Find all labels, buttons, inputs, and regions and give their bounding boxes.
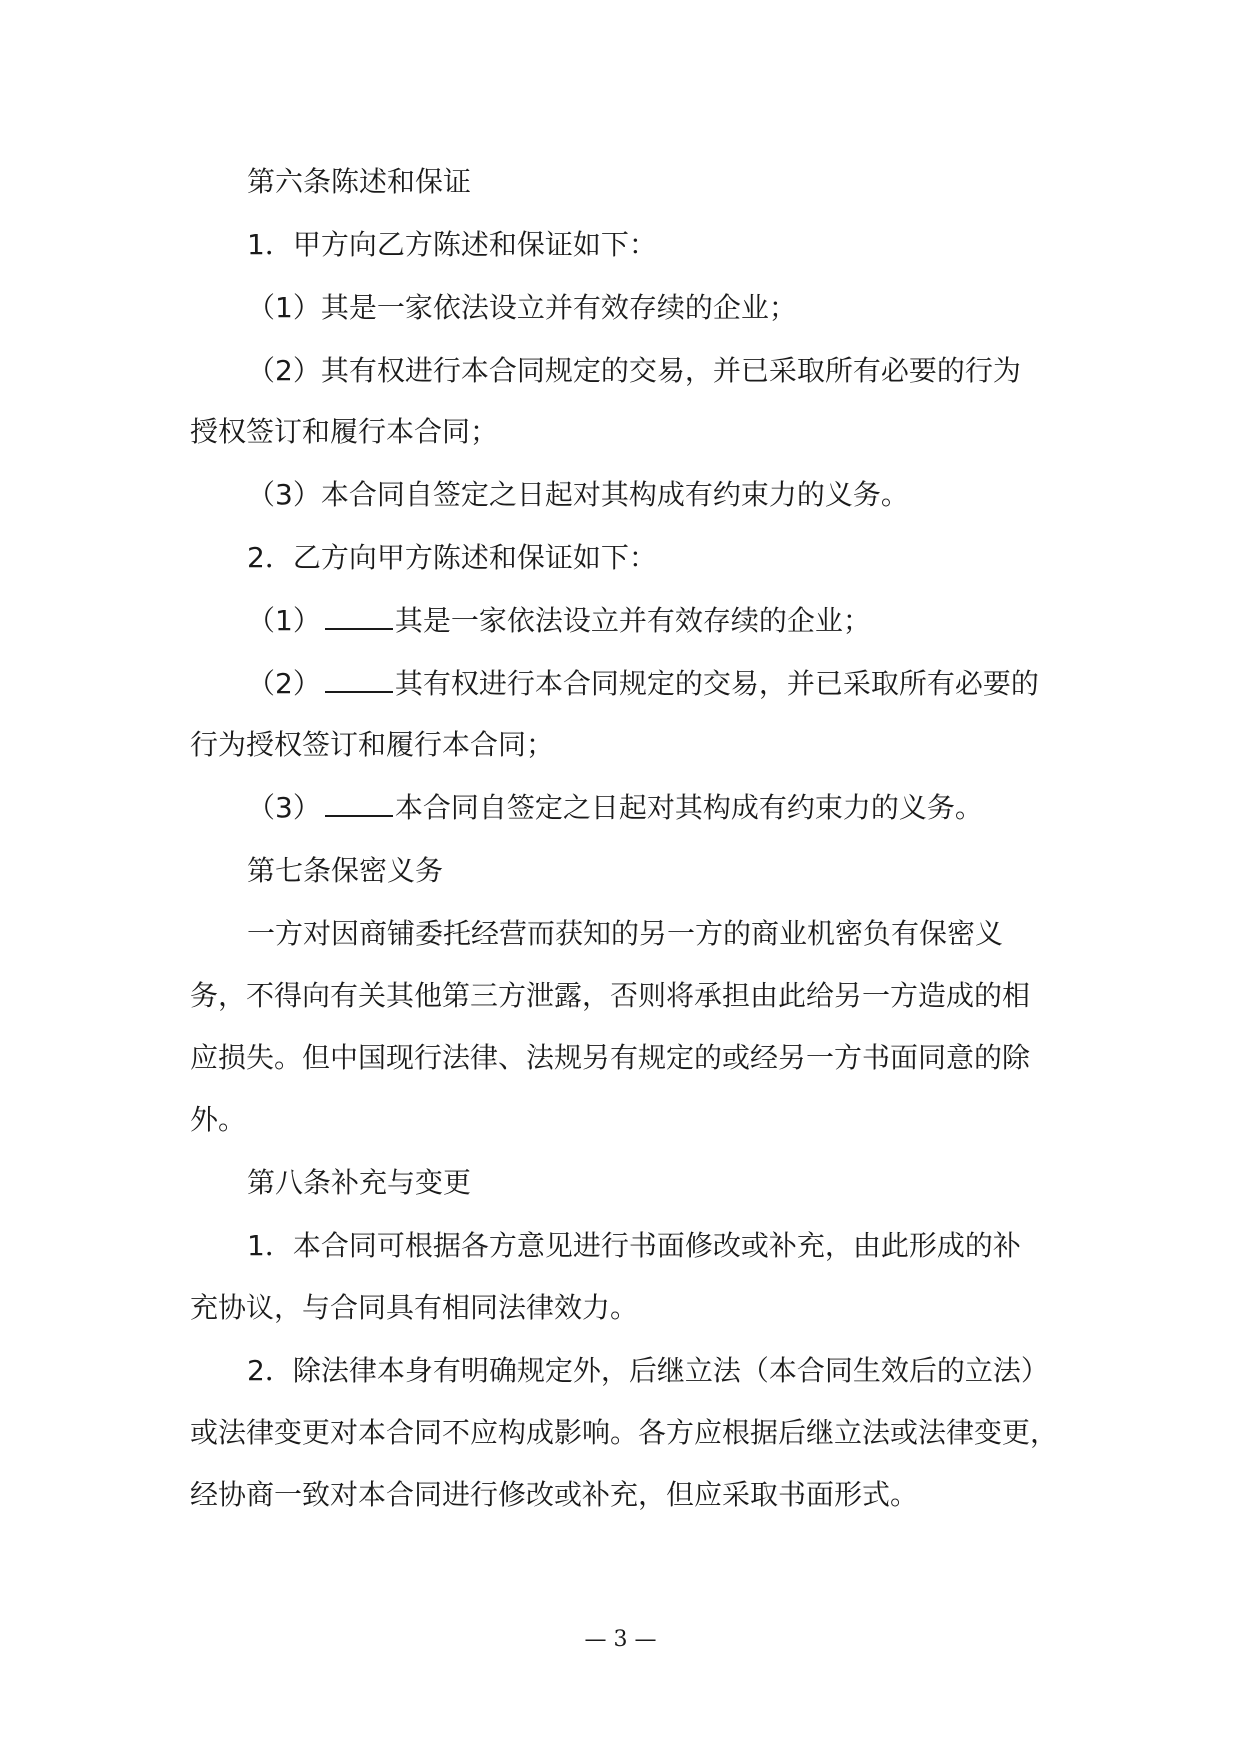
clause-1-item-1: （1）其是一家依法设立并有效存续的企业； xyxy=(247,291,797,324)
clause-2-item-2 xyxy=(247,666,1039,702)
clause-1-heading: 1．甲方向乙方陈述和保证如下： xyxy=(247,228,657,261)
article-7-para-line-4: 外。 xyxy=(190,1103,247,1136)
clause-2-heading: 2．乙方向甲方陈述和保证如下： xyxy=(247,541,657,574)
item-number: （2） xyxy=(247,667,321,700)
article-8-clause-2-line-3: 经协商一致对本合同进行修改或补充，但应采取书面形式。 xyxy=(190,1478,919,1511)
item-text: 其是一家依法设立并有效存续的企业； xyxy=(394,604,871,637)
article-8-clause-1-line-2: 充协议，与合同具有相同法律效力。 xyxy=(190,1291,639,1324)
page-number: — 3 — xyxy=(584,1627,657,1652)
clause-1-item-2-cont: 授权签订和履行本合同； xyxy=(190,415,499,448)
article-7-para-line-2: 务，不得向有关其他第三方泄露，否则将承担由此给另一方造成的相 xyxy=(190,979,1031,1012)
clause-1-item-3: （3）本合同自签定之日起对其构成有约束力的义务。 xyxy=(247,478,909,511)
fill-in-blank xyxy=(325,667,393,693)
item-text: 其有权进行本合同规定的交易，并已采取所有必要的 xyxy=(394,667,1039,700)
article-6-heading: 第六条陈述和保证 xyxy=(247,165,472,198)
article-8-clause-2-line-2: 或法律变更对本合同不应构成影响。各方应根据后继立法或法律变更， xyxy=(190,1416,1059,1449)
article-7-para-line-1: 一方对因商铺委托经营而获知的另一方的商业机密负有保密义 xyxy=(247,917,1004,950)
clause-2-item-1 xyxy=(247,603,871,639)
article-8-clause-2-line-1: 2．除法律本身有明确规定外，后继立法（本合同生效后的立法） xyxy=(247,1354,1049,1387)
item-number: （3） xyxy=(247,791,321,824)
article-7-para-line-3: 应损失。但中国现行法律、法规另有规定的或经另一方书面同意的除 xyxy=(190,1041,1031,1074)
article-8-heading: 第八条补充与变更 xyxy=(247,1166,472,1199)
article-8-clause-1-line-1: 1．本合同可根据各方意见进行书面修改或补充，由此形成的补 xyxy=(247,1229,1021,1262)
clause-2-item-2-cont: 行为授权签订和履行本合同； xyxy=(190,728,555,761)
article-7-heading: 第七条保密义务 xyxy=(247,854,444,887)
clause-2-item-3 xyxy=(247,790,983,826)
fill-in-blank xyxy=(325,791,393,817)
clause-1-item-2: （2）其有权进行本合同规定的交易，并已采取所有必要的行为 xyxy=(247,354,1021,387)
item-text: 本合同自签定之日起对其构成有约束力的义务。 xyxy=(394,791,983,824)
item-number: （1） xyxy=(247,604,321,637)
fill-in-blank xyxy=(325,604,393,630)
